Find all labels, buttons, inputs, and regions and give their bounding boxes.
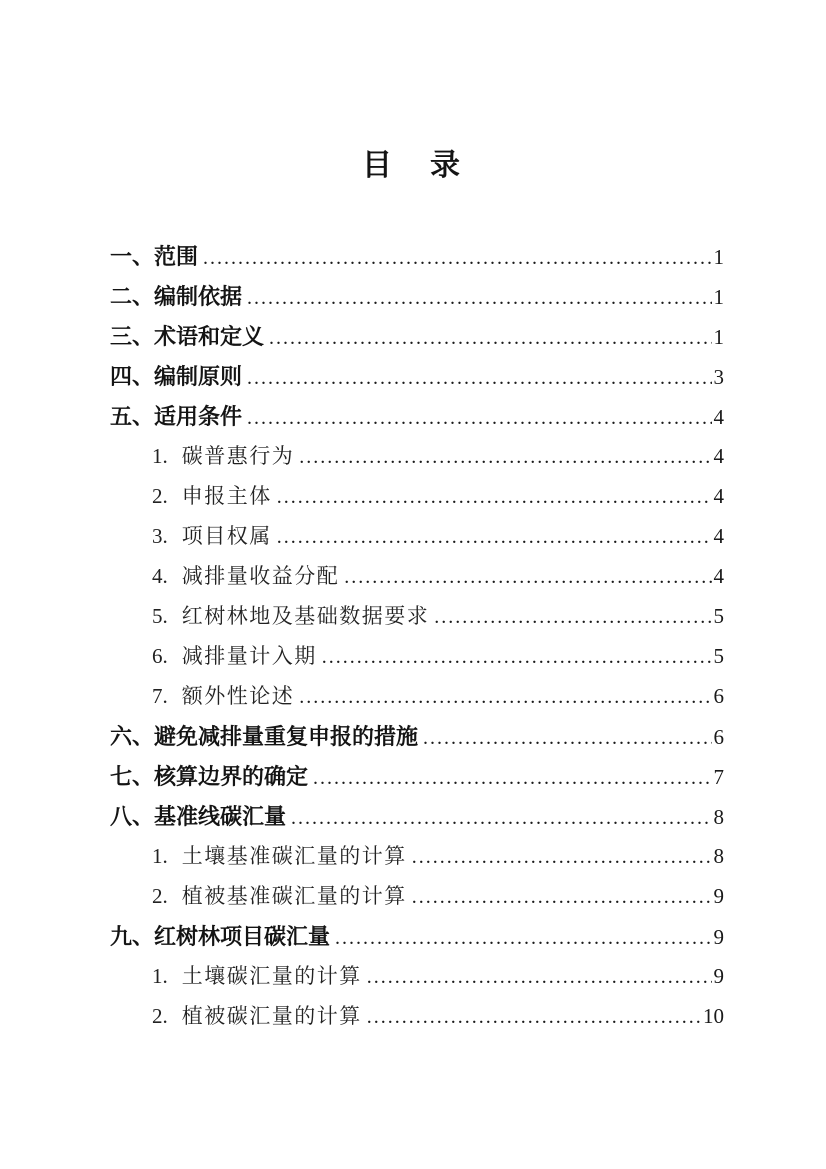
toc-entry-number: 7. — [152, 684, 168, 708]
toc-entry-label: 减排量收益分配 — [181, 564, 340, 588]
toc-entry-number: 1. — [152, 844, 168, 868]
toc-entry-number: 4. — [152, 564, 168, 588]
toc-entry-applicability[interactable] — [110, 400, 724, 440]
toc-entry-soil-carbon-calculation[interactable] — [110, 960, 724, 1000]
toc-entry-page: 5 — [713, 604, 724, 628]
dot-leader — [344, 566, 711, 589]
toc-entry-additionality[interactable] — [110, 680, 724, 720]
dot-leader — [247, 367, 711, 390]
dot-leader — [367, 966, 712, 989]
toc-entry-label: 红树林项目碳汇量 — [154, 924, 331, 949]
toc-entry-number: 一、 — [110, 244, 155, 269]
toc-entry-page: 8 — [713, 844, 724, 868]
toc-entry-label: 核算边界的确定 — [154, 764, 309, 789]
toc-entry-number: 1. — [152, 444, 168, 468]
toc-entry-page: 6 — [713, 725, 724, 749]
page-title: 目 录 — [362, 149, 464, 182]
toc-entry-label: 红树林地及基础数据要求 — [181, 604, 430, 628]
dot-leader — [335, 927, 711, 950]
toc-entry-number: 2. — [152, 484, 168, 508]
toc-entry-label: 植被碳汇量的计算 — [181, 1004, 362, 1028]
toc-entry-number: 2. — [152, 1004, 168, 1028]
toc-entry-page: 9 — [713, 884, 724, 908]
toc-entry-carbon-inclusive-behavior[interactable] — [110, 440, 724, 480]
dot-leader — [299, 446, 711, 469]
dot-leader — [277, 486, 712, 509]
toc-entry-page: 10 — [703, 1004, 724, 1028]
toc-entry-applicant[interactable] — [110, 480, 724, 520]
table-of-contents — [0, 240, 826, 1040]
toc-entry-avoid-double-counting[interactable] — [110, 720, 724, 760]
toc-entry-label: 申报主体 — [181, 484, 272, 508]
toc-entry-number: 1. — [152, 964, 168, 988]
toc-entry-page: 4 — [713, 484, 724, 508]
dot-leader — [269, 327, 711, 350]
toc-entry-page: 6 — [713, 684, 724, 708]
toc-entry-number: 五、 — [110, 404, 155, 429]
toc-entry-label: 编制原则 — [154, 364, 243, 389]
toc-entry-label: 适用条件 — [154, 404, 243, 429]
dot-leader — [412, 846, 712, 869]
toc-entry-page: 1 — [713, 285, 724, 309]
toc-entry-page: 4 — [713, 444, 724, 468]
toc-entry-basis[interactable] — [110, 280, 724, 320]
dot-leader — [367, 1006, 701, 1029]
toc-entry-page: 4 — [713, 564, 724, 588]
toc-entry-page: 9 — [713, 925, 724, 949]
toc-entry-terms[interactable] — [110, 320, 724, 360]
dot-leader — [299, 686, 711, 709]
toc-entry-label: 土壤碳汇量的计算 — [181, 964, 362, 988]
toc-entry-label: 编制依据 — [154, 284, 243, 309]
toc-entry-label: 术语和定义 — [154, 324, 265, 349]
toc-entry-number: 二、 — [110, 284, 155, 309]
toc-entry-number: 三、 — [110, 324, 155, 349]
toc-entry-label: 减排量计入期 — [181, 644, 317, 668]
toc-entry-mangrove-project-carbon-sink[interactable] — [110, 920, 724, 960]
toc-entry-label: 植被基准碳汇量的计算 — [181, 884, 407, 908]
toc-entry-label: 基准线碳汇量 — [154, 804, 287, 829]
toc-entry-label: 项目权属 — [181, 524, 272, 548]
toc-entry-soil-baseline-calculation[interactable] — [110, 840, 724, 880]
dot-leader — [322, 646, 712, 669]
toc-entry-label: 额外性论述 — [181, 684, 295, 708]
toc-entry-number: 6. — [152, 644, 168, 668]
toc-entry-number: 八、 — [110, 804, 155, 829]
toc-entry-page: 5 — [713, 644, 724, 668]
toc-entry-principles[interactable] — [110, 360, 724, 400]
toc-entry-vegetation-baseline-calculation[interactable] — [110, 880, 724, 920]
toc-entry-page: 9 — [713, 964, 724, 988]
toc-entry-number: 3. — [152, 524, 168, 548]
toc-entry-number: 九、 — [110, 924, 155, 949]
toc-entry-vegetation-carbon-calculation[interactable] — [110, 1000, 724, 1040]
toc-entry-crediting-period[interactable] — [110, 640, 724, 680]
toc-entry-mangrove-data-requirements[interactable] — [110, 600, 724, 640]
dot-leader — [412, 886, 712, 909]
dot-leader — [423, 727, 711, 750]
toc-entry-number: 四、 — [110, 364, 155, 389]
toc-entry-accounting-boundary[interactable] — [110, 760, 724, 800]
toc-entry-page: 4 — [713, 405, 724, 429]
dot-leader — [434, 606, 711, 629]
toc-entry-number: 六、 — [110, 724, 155, 749]
dot-leader — [247, 287, 711, 310]
toc-entry-page: 1 — [713, 245, 724, 269]
dot-leader — [291, 807, 711, 830]
toc-entry-scope[interactable] — [110, 240, 724, 280]
toc-entry-number: 5. — [152, 604, 168, 628]
toc-entry-label: 范围 — [154, 244, 199, 269]
toc-entry-label: 土壤基准碳汇量的计算 — [181, 844, 407, 868]
toc-entry-label: 避免减排量重复申报的措施 — [154, 724, 419, 749]
dot-leader — [247, 407, 711, 430]
toc-entry-page: 3 — [713, 365, 724, 389]
toc-entry-number: 七、 — [110, 764, 155, 789]
toc-entry-page: 8 — [713, 805, 724, 829]
toc-entry-number: 2. — [152, 884, 168, 908]
dot-leader — [277, 526, 712, 549]
dot-leader — [313, 767, 711, 790]
dot-leader — [203, 247, 711, 270]
toc-entry-page: 4 — [713, 524, 724, 548]
toc-entry-page: 1 — [713, 325, 724, 349]
toc-entry-label: 碳普惠行为 — [181, 444, 295, 468]
toc-entry-baseline-carbon-sink[interactable] — [110, 800, 724, 840]
toc-entry-benefit-distribution[interactable] — [110, 560, 724, 600]
toc-entry-page: 7 — [713, 765, 724, 789]
toc-entry-project-ownership[interactable] — [110, 520, 724, 560]
